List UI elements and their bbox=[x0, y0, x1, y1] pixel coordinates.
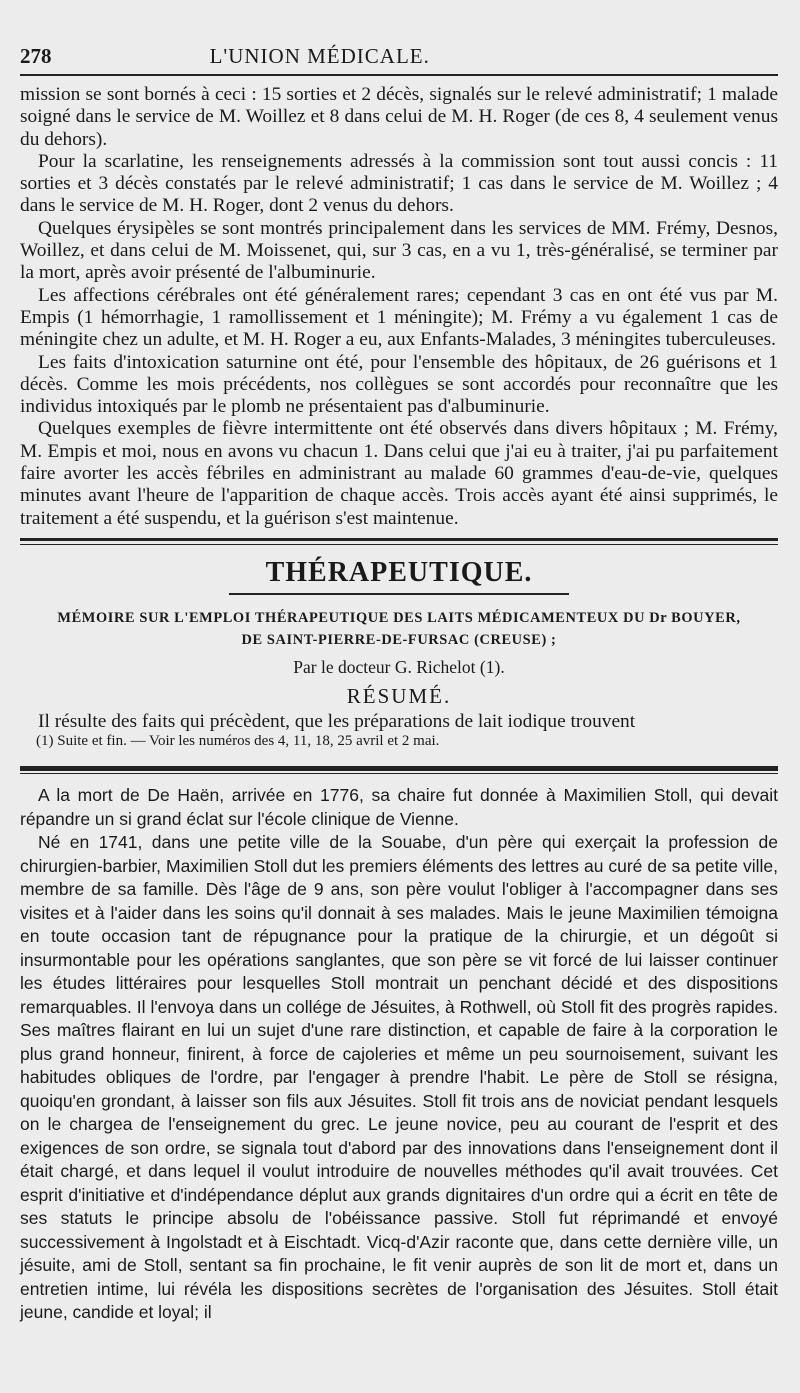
feuilleton-divider bbox=[20, 766, 778, 774]
resume-text: Il résulte des faits qui précèdent, que les préparations de lait iodique trouvent bbox=[38, 710, 636, 732]
page-header bbox=[20, 44, 778, 76]
footnote: (1) Suite et fin. — Voir les numéros des 4, 11, 18, 25 avril et 2 mai. bbox=[36, 733, 440, 750]
page-number: 278 bbox=[20, 44, 52, 68]
feuilleton-paragraph: Né en 1741, dans une petite ville de la Souabe, d'un père qui exerçait la profession de chirurgien-barbier, Maximilien Stoll dut les premiers éléments des lettres au curé de sa petite ville, membre de sa famille. Dès l'âge de 9 ans, son père voulut l'obliger à l'accompagner dans ses visites et à l'aider dans les soins qu'il donnait à ses malades. Mais le jeune Maximilien témoigna en toute occasion tant de répugnance pour la pratique de la chirurgie, et un dégoût si insurmontable pour les opérations sanglantes, que son père se vit forcé de lui laisser continuer les études littéraires pour lesquelles Stoll montrait un penchant décidé et des dispositions remarquables. Il l'envoya dans un collége de Jésuites, à Rothwell, où Stoll fit des progrès rapides. Ses maîtres flairant en lui un sujet d'une rare distinction, et capable de faire à la corporation le plus grand honneur, finirent, à force de cajoleries et même un peu sournoisement, suivant les habitudes obliques de l'ordre, par l'engager à prendre l'habit. Le père de Stoll se résigna, quoiqu'en grondant, à laisser son fils aux Jésuites. Stoll fit trois ans de noviciat pendant lesquels on le chargea de l'enseignement du grec. Le jeune novice, peu au courant de l'esprit et des exigences de son ordre, se signala tout d'abord par des innovations dans l'enseignement dont il était chargé, et dans lequel il voulut introduire de nouvelles méthodes qu'il avait trouvées. Cet esprit d'initiative et d'indépendance déplut aux grands dignitaires d'un ordre qui a écrit en tête de ses statuts le principe absolu de l'obéissance passive. Stoll fut réprimandé et envoyé successivement à Ingolstadt et à Eischtadt. Vicq-d'Azir raconte que, dans cette dernière ville, un jésuite, ami de Stoll, sentant sa fin prochaine, le fit venir auprès de son lit de mort et, dans un entretien intime, lui révéla les dispositions secrètes de l'organisation des Jésuites. Stoll était jeune, candide et loyal; il bbox=[20, 832, 778, 1323]
feuilleton-paragraph: A la mort de De Haën, arrivée en 1776, sa chaire fut donnée à Maximilien Stoll, qui devait répandre un si grand éclat sur l'école clinique de Vienne. bbox=[20, 785, 778, 829]
paragraph: Les affections cérébrales ont été généralement rares; cependant 3 cas en ont été vus par M. Empis (1 hémorrhagie, 1 ramollissement et 1 méningite); M. Frémy a vu également 1 cas de méningite chez un adulte, et M. H. Roger a eu, aux Enfants-Malades, 3 méningites tuberculeuses. bbox=[20, 284, 778, 351]
section-divider bbox=[20, 538, 778, 545]
running-title: L'UNION MÉDICALE. bbox=[209, 44, 430, 68]
memoire-title-line: DE SAINT-PIERRE-DE-FURSAC (CREUSE) ; bbox=[241, 631, 557, 648]
paragraph: mission se sont bornés à ceci : 15 sorties et 2 décès, signalés sur le relevé administratif; 1 malade soigné dans le service de M. Woillez et 8 dans celui de M. H. Roger (de ces 8, 4 seulement venus du dehors). bbox=[20, 84, 778, 150]
section-title: THÉRAPEUTIQUE. bbox=[265, 556, 533, 588]
author-line: Par le docteur G. Richelot (1). bbox=[293, 656, 505, 677]
paragraph: Quelques érysipèles se sont montrés principalement dans les services de MM. Frémy, Desnos, Woillez, et dans celui de M. Moissenet, qui, sur 3 cas, en a vu 1, très-généralisé, se terminer par la mort, après avoir présenté de l'albuminurie. bbox=[20, 217, 778, 284]
memoire-title-line: MÉMOIRE SUR L'EMPLOI THÉRAPEUTIQUE DES LAITS MÉDICAMENTEUX DU Dr BOUYER, bbox=[57, 609, 741, 626]
paragraph: Les faits d'intoxication saturnine ont été, pour l'ensemble des hôpitaux, de 26 guérisons et 1 décès. Comme les mois précédents, nos collègues se sont accordés pour reconnaître que les individus intoxiqués par le plomb ne présentaient pas d'albuminurie. bbox=[20, 351, 778, 418]
paragraph: Quelques exemples de fièvre intermittente ont été observés dans divers hôpitaux ; M. Frémy, M. Empis et moi, nous en avons vu chacun 1. Dans celui que j'ai eu à traiter, j'ai pu parfaitement faire avorter les accès fébriles en administrant au malade 60 grammes d'eau-de-vie, quelques minutes avant l'heure de l'apparition de chaque accès. Trois accès ayant été ainsi supprimés, le traitement a été suspendu, et la guérison s'est maintenue. bbox=[20, 418, 778, 529]
resume-heading: RÉSUMÉ. bbox=[346, 683, 452, 708]
title-underline bbox=[229, 593, 569, 595]
paragraph: Pour la scarlatine, les renseignements adressés à la commission sont tout aussi concis : 11 sorties et 3 décès constatés par le relevé administratif; 1 cas dans le service de M. Woillez ; 4 dans le service de M. H. Roger, dont 2 venus du dehors. bbox=[20, 150, 778, 217]
